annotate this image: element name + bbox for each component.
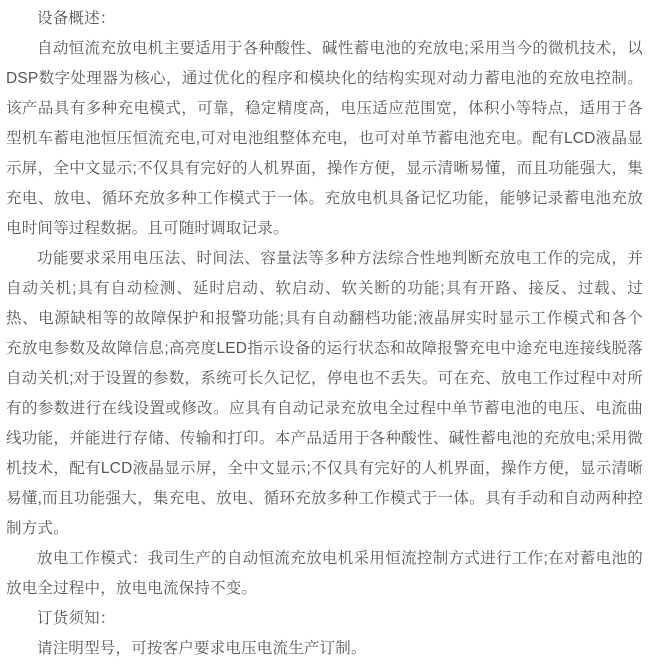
paragraph-overview-body: 自动恒流充放电机主要适用于各种酸性、碱性蓄电池的充放电;采用当今的微机技术，以DSP数字处理器为核心，通过优化的程序和模块化的结构实现对动力蓄电池的充放电控制。该产品具有多种充电模式，可靠，稳定精度高，电压适应范围宽，体积小等特点，适用于各型机车蓄电池恒压恒流充电,可对电池组整体充电，也可对单节蓄电池充电。配有LCD液晶显示屏，全中文显示;不仅具有完好的人机界面，操作方便，显示清晰易懂，而且功能强大，集充电、放电、循环充放多种工作模式于一体。充放电机具备记忆功能，能够记录蓄电池充放电时间等过程数据。且可随时调取记录。 [6,40,643,237]
section-heading-overview: 设备概述： [37,10,116,27]
paragraph-ordering-note: 请注明型号，可按客户要求电压电流生产订制。 [37,640,367,657]
paragraph-function-requirements: 功能要求采用电压法、时间法、容量法等多种方法综合性地判断充放电工作的完成，并自动关机;具有自动检测、延时启动、软启动、软关断的功能;具有开路、接反、过载、过热、电源缺相等的故障保护和报警功能;具有自动翻档功能;液晶屏实时显示工作模式和各个充放电参数及故障信息;高亮度LED指示设备的运行状态和故障报警充电中途充电连接线脱落自动关机;对于设置的参数，系统可长久记忆，停电也不丢失。可在充、放电工作过程中对所有的参数进行在线设置或修改。应具有自动记录充放电全过程中单节蓄电池的电压、电流曲线功能，并能进行存储、传输和打印。本产品适用于各种酸性、碱性蓄电池的充放电;采用微机技术，配有LCD液晶显示屏，全中文显示;不仅具有完好的人机界面，操作方便，显示清晰易懂,而且功能强大，集充电、放电、循环充放多种工作模式于一体。具有手动和自动两种控制方式。 [6,250,643,537]
paragraph-discharge-mode: 放电工作模式：我司生产的自动恒流充放电机采用恒流控制方式进行工作;在对蓄电池的放电全过程中，放电电流保持不变。 [6,550,643,597]
section-heading-ordering: 订货须知： [37,610,116,627]
